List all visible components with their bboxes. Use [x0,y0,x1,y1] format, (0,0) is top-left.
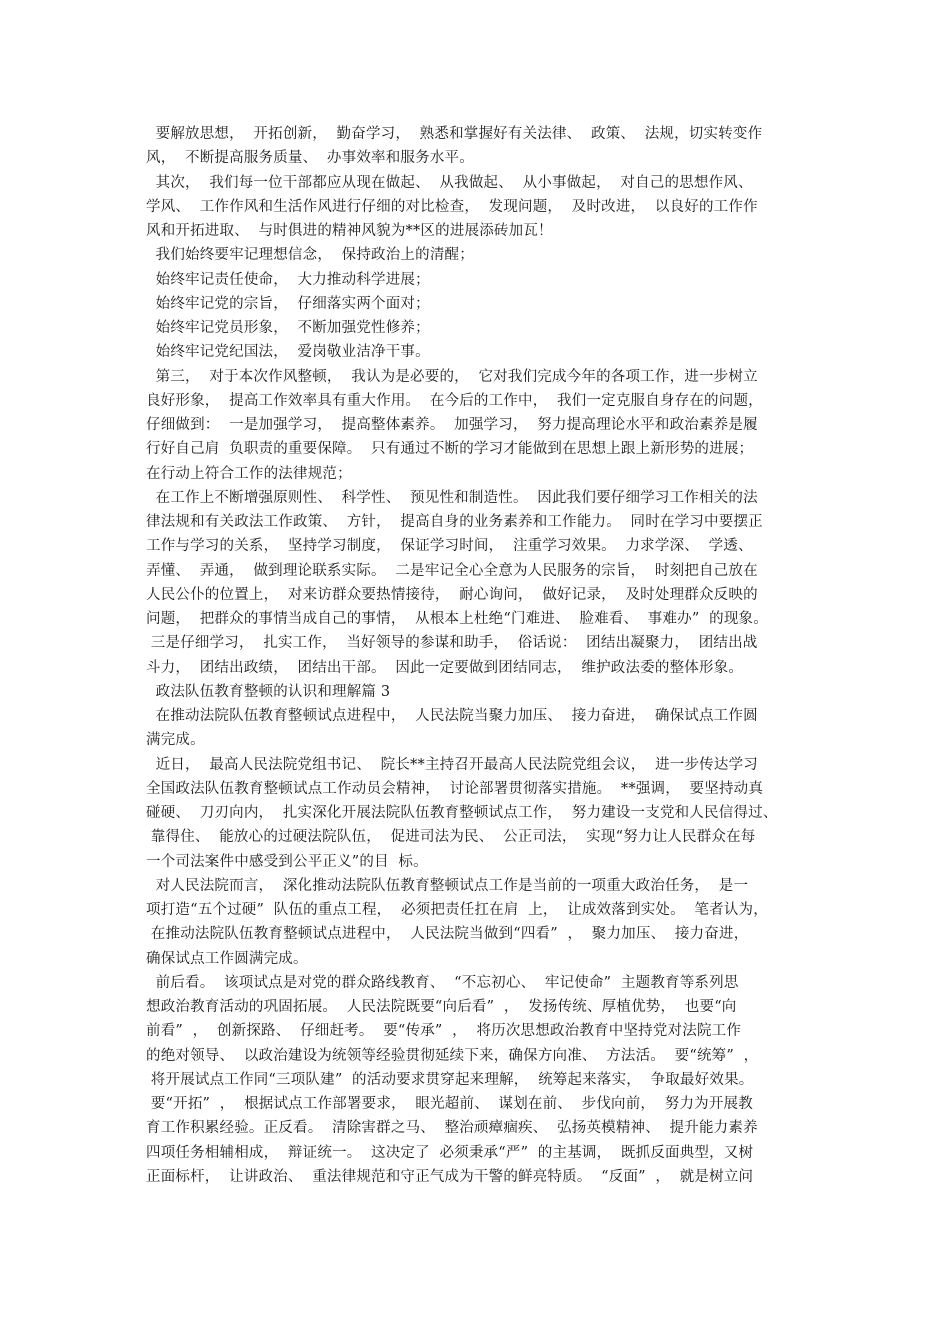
text-line: 在推动法院队伍教育整顿试点进程中， 人民法院当做到“四看” ， 聚力加压、 接力奋进， [146,926,749,943]
text-line: 始终牢记责任使命， 大力推动科学进展； [146,271,430,288]
text-line: 在推动法院队伍教育整顿试点进程中， 人民法院当聚力加压、 接力奋进， 确保试点工作圆 [146,708,758,724]
text-line: 前看” ， 创新探路、 仔细赶考。 要“传承” ， 将历次思想政治教育中坚持党对法院工作 [146,1023,742,1040]
text-line: 弄懂、 弄通， 做到理论联系实际。 二是牢记全心全意为人民服务的宗旨， 时刻把自己放在 [146,562,758,579]
text-line: 风和开拓进取、 与时俱进的精神风貌为**区的进展添砖加瓦！ [146,223,553,239]
text-line: 将开展试点工作同“三项队建” 的活动要求贯穿起来理解， 统筹起来落实， 争取最好效果。 [146,1071,754,1088]
text-line: 对人民法院而言， 深化推动法院队伍教育整顿试点工作是当前的一项重大政治任务， 是一 [146,877,749,894]
text-line: 在工作上不断增强原则性、 科学性、 预见性和制造性。 因此我们要仔细学习工作相关的法 [146,489,758,506]
text-line: 近日， 最高人民法院党组书记、 院长**主持召开最高人民法院党组会议， 进一步传达学习 [146,756,758,773]
text-line: 政法队伍教育整顿的认识和理解篇 3 [146,683,391,700]
text-line: 良好形象， 提高工作效率具有重大作用。 在今后的工作中， 我们一定克服自身存在的问题， [146,392,763,409]
text-line: 问题， 把群众的事情当成自己的事情， 从根本上杜绝“门难进、 脸难看、 事难办” 的现象。 [146,611,768,627]
text-line: 仔细做到： 一是加强学习， 提高整体素养。 加强学习， 努力提高理论水平和政治素养是履 [146,417,758,433]
text-line: 第三， 对于本次作风整顿， 我认为是必要的， 它对我们完成今年的各项工作，进一步树立 [146,368,758,385]
text-line: 斗力， 团结出政绩， 团结出干部。 因此一定要做到团结同志， 维护政法委的整体形象。 [146,659,744,676]
text-line: 在行动上符合工作的法律规范； [146,465,352,482]
text-line: 三是仔细学习， 扎实工作， 当好领导的参谋和助手， 俗话说： 团结出凝聚力， 团结出战 [146,635,758,652]
text-line: 前后看。 该项试点是对党的群众路线教育、 “不忘初心、 牢记使命” 主题教育等系列思 [146,974,739,991]
text-line: 行好自己肩 负职责的重要保障。 只有通过不断的学习才能做到在思想上跟上新形势的进展； [146,441,754,458]
text-line: 正面标杆， 让讲政治、 重法律规范和守正气成为干警的鲜亮特质。 “反面” ， 就是树立问 [146,1168,754,1185]
text-line: 始终牢记党员形象， 不断加强党性修养； [146,320,430,336]
text-line: 全国政法队伍教育整顿试点工作动员会精神， 讨论部署贯彻落实措施。 **强调， 要坚持动真 [146,780,764,797]
text-line: 人民公仆的位置上， 对来访群众要热情接待， 耐心询问， 做好记录， 及时处理群众反映的 [146,586,758,603]
text-line: 始终牢记党的宗旨， 仔细落实两个面对； [146,295,430,312]
text-line: 的绝对领导、 以政治建设为统领等经验贯彻延续下来，确保方向准、 方法活。 要“统筹” ， [146,1047,759,1064]
text-line: 始终牢记党纪国法， 爱岗敬业洁净干事。 [146,344,430,361]
text-line: 靠得住、 能放心的过硬法院队伍， 促进司法为民、 公正司法， 实现“努力让人民群众在每 [146,829,756,846]
text-line: 想政治教育活动的巩固拓展。 人民法院既要“向后看” ， 发扬传统、厚植优势， 也要“向 [146,999,737,1015]
text-line: 项打造“五个过硬” 队伍的重点工程， 必须把责任扛在肩 上， 让成效落到实处。 笔者认为， [146,902,768,918]
text-line: 一个司法案件中感受到公平正义”的目 标。 [146,853,428,870]
text-line: 要解放思想， 开拓创新， 勤奋学习， 熟悉和掌握好有关法律、 政策、 法规，切实转变作 [146,126,763,142]
text-line: 四项任务相辅相成， 辩证统一。 这决定了 必须秉承“严” 的主基调， 既抓反面典型，又树 [146,1144,754,1161]
text-line: 律法规和有关政法工作政策、 方针， 提高自身的业务素养和工作能力。 同时在学习中要摆正 [146,514,763,530]
text-line: 我们始终要牢记理想信念， 保持政治上的清醒； [146,247,474,264]
text-line: 学风、 工作作风和生活作风进行仔细的对比检查， 发现问题， 及时改进， 以良好的工作作 [146,198,758,215]
text-line: 满完成。 [146,732,205,749]
text-line: 风， 不断提高服务质量、 办事效率和服务水平。 [146,150,474,167]
text-line: 确保试点工作圆满完成。 [146,950,308,967]
text-line: 碰硬、 刀刃向内， 扎实深化开展法院队伍教育整顿试点工作， 努力建设一支党和人民信得过、 [146,805,778,821]
text-line: 其次， 我们每一位干部都应从现在做起、 从我做起、 从小事做起， 对自己的思想作风、 [146,174,753,191]
text-line: 育工作积累经验。正反看。 清除害群之马、 整治顽瘴痼疾、 弘扬英模精神、 提升能力素养 [146,1120,758,1137]
text-line: 要“开拓” ， 根据试点工作部署要求， 眼光超前、 谋划在前、 步伐向前， 努力为开展教 [146,1096,753,1112]
text-line: 工作与学习的关系， 坚持学习制度， 保证学习时间， 注重学习效果。 力求学深、 学透、 [146,538,753,555]
